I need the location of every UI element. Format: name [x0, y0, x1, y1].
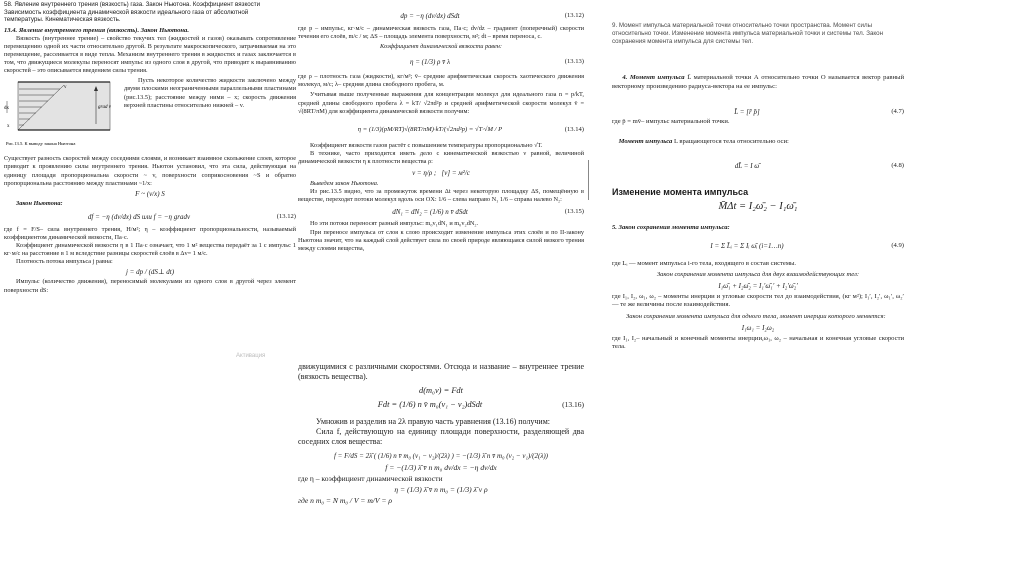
paragraph: Учитывая выше полученные выражения для концентрации молекул для идеального газа n = p/kT, средней длины свободного пробега λ = kT/ √2πd²p и средней арифметической скорости молекул v̄ = √(8RT/πM) для коэффициента динамической вязкости получим: [298, 91, 586, 115]
equation-j: j = dp / (dS⊥ dt) [125, 268, 175, 277]
paragraph: где I₁, I₂– начальный и конечный моменты инерции,ω₁, ω₂ – начальная и конечная угловые скорости тела. [612, 334, 906, 350]
equation-text: I = Σ L̄ᵢ = Σ Iᵢ ω̄ᵢ (i=1…n) [710, 242, 784, 251]
paragraph: где n m₀ = N m₀ / V = m/V = ρ [298, 496, 392, 505]
fig-grad-label: grad v [98, 105, 111, 111]
equation-two-bodies: I₁ω̄₁ + I₂ω̄₂ = I₁′ω̄₁′ + I₂′ω̄₂′ [718, 282, 798, 291]
paragraph: Из рис.13.5 видно, что за промежуток времени Δt через некоторую площадку ΔS, помещённую в веществе, переходят потоки молекул вдоль оси OX: 1/6 – слева направо N₁ 1/6 – справа налево N₂: [298, 188, 586, 204]
equation-text: Fdt = (1/6) n v̄ m₀(v₁ − v₂)dSdt [377, 400, 483, 409]
paragraph: Закон сохранения момента импульса для одного тела, момент инерции которого меняется: [626, 312, 886, 320]
equation-number: (13.12) [276, 212, 296, 220]
equation-text: dL̄ = I ω̄ [734, 162, 760, 170]
equation-text: η = (1/3)(pM/RT)√(8RT/πM)·kT/(√2πd²p) = √T·√M / P [357, 125, 503, 133]
equation-moment-change: M̄Δt = I₂ω̄₂ − I₁ω̄₁ [718, 201, 798, 212]
paragraph: Но эти потоки переносят разный импульс: m₀v₁dN₁ и m₀v₂dN₂. [310, 220, 479, 228]
equation-13-14 [298, 124, 584, 136]
equation-nu: ν = η/ρ ; [ν] = м²/с [412, 169, 470, 178]
page-middle-bottom [298, 362, 584, 506]
equation-eta: η = (1/3) λ̄ v̄ n m₀ = (1/3) λ̄ v ρ [394, 485, 488, 494]
subheading: Выведем закон Ньютона. [310, 180, 379, 188]
equation-f-derivation: f = F/dS = 2λ̄ ( (1/6) n v̄ m₀ (v₁ − v₂)/(2λ) ) = −(1/3) λ̄ n v̄ m₀ (v₂ − v₁)/(2(λ)) [333, 452, 549, 460]
moment-body-text: L вращающегося тела относительно оси: [672, 137, 789, 145]
fig-v-label: v [64, 85, 67, 91]
equation-text: η = (1/3) ρ v̄ λ [409, 58, 451, 67]
equation-4-9 [612, 240, 904, 252]
formula-f-prop: F ~ (v/x) S [135, 189, 165, 198]
equation-number: (13.16) [562, 400, 584, 409]
newton-law-title: Закон Ньютона: [16, 199, 63, 207]
equation-13-13 [298, 56, 584, 68]
paragraph: где I₁, I₂, ω₁, ω₂ – моменты инерции и угловые скорости тел до взаимодействия, (кг м²); I₁′, I₂′, ω₁′, ω₂′ — те же величины после взаимодействия. [612, 293, 906, 309]
paragraph: где Lᵢ — момент импульса i-го тела, входящего в состав системы. [612, 260, 797, 268]
section-heading: Изменение момента импульса [612, 187, 749, 197]
paragraph: Коэффициент вязкости газов растёт с повышением температуры пропорционально √T. [310, 141, 543, 149]
paragraph: Импульс (количество движения), переносимый молекулами из одного слоя в другой через элемент поверхности dS: [4, 278, 298, 294]
paragraph: Коэффициент динамической вязкости η в 1 Па·с означает, что 1 м² вещества передаёт за 1 с импульс 1 кг·м/с на расстояние в 1 м вследствие разницы скоростей слоёв в Δv= 1 м/с. [4, 242, 298, 258]
paragraph [612, 130, 904, 154]
figure-block [4, 77, 296, 159]
paragraph: движущимися с различными скоростями. Отсюда и название – внутреннее трение (вязкость вещества). [298, 362, 586, 381]
equation-number: (4.7) [891, 107, 904, 115]
equation-4-7 [612, 106, 904, 118]
equation-number: (13.13) [564, 58, 584, 66]
equation-number: (13.14) [564, 125, 584, 133]
paragraph: В технике, часто приходится иметь дело с кинематической вязкостью ν равной, величиной динамической вязкости η к плотности вещества ρ: [298, 149, 586, 165]
watermark: Активация [236, 353, 266, 359]
paragraph: Умножив и разделив на 2λ правую часть уравнения (13.16) получим: [316, 417, 550, 426]
equation-text: dp = −η (dv/dx) dSdt [400, 12, 460, 20]
equation-number: (13.12) [564, 12, 584, 19]
paragraph [612, 66, 904, 100]
fig-dx-label: dx [4, 106, 9, 112]
equation-text: dN₁ = dN₂ = (1/6) n v̄ dSdt [392, 208, 468, 217]
equation-number: (4.8) [891, 162, 904, 169]
moment-body-title: Момент импульса [618, 137, 673, 145]
fig-x-label: x [7, 124, 10, 130]
subheading: Коэффициент динамической вязкости равен: [380, 43, 502, 51]
equation-number: (13.15) [564, 208, 584, 216]
equation-text: L̄ = [r̄ p̄] [734, 107, 760, 116]
paragraph: где p̄ = mv̄– импульс материальной точки. [612, 117, 730, 125]
question-9: 9. Момент импульса материальной точки относительно точки пространства. Момент силы относительно точки. Изменение момента импульса материальной точки и системы тел. Закон сохранения момента импульса для системы тел. [612, 22, 885, 45]
equation-number: (4.9) [891, 242, 904, 250]
equation-13-12-dp [298, 10, 584, 22]
page-right [612, 0, 904, 351]
equation-13-12 [4, 211, 296, 223]
equation-one-body: I₁ω₁ = I₂ω₂ [741, 323, 775, 332]
page-divider [588, 160, 589, 200]
page-middle-top [298, 0, 584, 253]
paragraph: Плотность потока импульса j равна: [16, 258, 113, 266]
figure-13-5 [4, 79, 122, 149]
equation-4-8 [612, 160, 904, 172]
paragraph: Сила f, действующую на единицу площади поверхности, разделяющей два соседних слоя вещества: [298, 427, 586, 446]
equation-momentum: d(m₀v) = Fdt [419, 386, 463, 395]
paragraph: Пусть некоторое количество жидкости заключено между двумя плоскими неограниченными параллельными пластинами (рис.13.5); расстояние между ними – x; скорость движения верхней пластины относительно нижней – v. [124, 77, 298, 109]
page-left-header: 58. Явление внутреннего трения (вязкость) газа. Закон Ньютона. Коэффициент вязкости Зависимость коэффициента динамической вязкости идеального газа от абсолютной температуры. Кинематическая вязкость. [4, 1, 261, 24]
equation-13-15 [298, 206, 584, 218]
paragraph: где p – импульс, кг·м/с – динамическая вязкость газа, Па·с; dv/dz – градиент (поперечный) скорости течения его слоёв, m/c / м; ΔS – площадь элемента поверхности, м²; dt – время переноса, с. [298, 25, 586, 41]
conservation-title: 5. Закон сохранения момента импульса: [612, 224, 730, 231]
equation-13-16 [298, 397, 584, 413]
paragraph: где η – коэффициент динамической вязкости [298, 474, 443, 483]
paragraph: Вязкость (внутреннее трение) – свойство текучих тел (жидкостей и газов) оказывать сопротивление перемещению одной их части относительно другой. В результате макроскопического, затрачиваемая на это перемещение, рассеивается в виде тепла. Механизм внутреннего трения в жидкостях и газах заключается в том, что движущиеся молекулы переносят импульс из одного слоя в другой, что приводит к выравниванию скоростей – это описывается введением силы трения. [4, 34, 298, 75]
page-left [4, 0, 298, 359]
paragraph: При переносе импульса от слоя к слою происходит изменение импульса этих слоёв и по II-закону Ньютона значит, что на каждый слой действует сила по своей природе являющаяся силой вязкого трения между слоями вещества, [298, 228, 586, 252]
equation-f-result: f = −(1/3) λ̄ v̄ n m₀ dv/dx = −η dv/dx [385, 463, 497, 472]
paragraph: где ρ – плотность газа (жидкости), кг/м³; v̄– средние арифметическая скорость хаотического движения молекул, м/с; λ– средняя длина свободного пробега, м. [298, 73, 586, 89]
fig-caption: Рис.13.5. К выводу закона Ньютона [6, 141, 76, 147]
moment-title: 4. Момент импульса [622, 74, 685, 82]
paragraph: где f = F/S– сила внутреннего трения, Н/м²; η – коэффициент пропорциональности, называемый коэффициентом динамической вязкости, Па·с. [4, 225, 298, 241]
section-title: 13.4. Явление внутреннего трения (вязкость). Закон Ньютона. [4, 26, 189, 34]
equation-text: df = −η (dv/dx) dS или f = −η gradv [87, 212, 191, 221]
moment-text: L̄ материальной точки А относительно точки О называется вектор равный векторному произведению радиуса-вектора на ее импульс: [612, 74, 906, 90]
paragraph: Существует разность скоростей между соседними слоями, и возникает взаимное скольжение слоев, которое приводит к проявлению силы внутреннего трения. Ньютон установил, что эта сила, действующая на единицу площади пропорциональна скорости ~ v, поверхности соприкосновения ~S и обратно пропорциональна расстоянию между пластинами ~1/x: [4, 155, 298, 187]
subheading: Закон сохранения момента импульса для двух взаимодействующих тел: [656, 271, 860, 279]
